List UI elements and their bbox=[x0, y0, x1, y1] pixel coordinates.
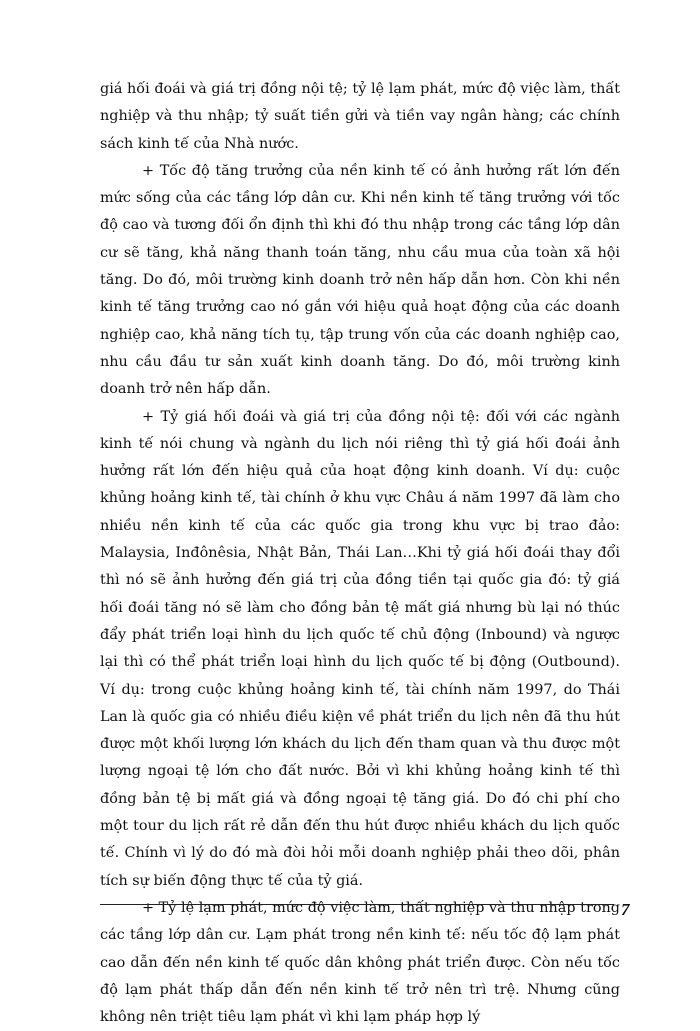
paragraph-continuation: giá hối đoái và giá trị đồng nội tệ; tỷ lệ lạm phát, mức độ việc làm, thất nghiệp và thu nhập; tỷ suất tiền gửi và tiền vay ngân hàng; các chính sách kinh tế của Nhà nước. bbox=[100, 81, 620, 152]
paragraph-inflation: + Tỷ lệ lạm phát, mức độ việc làm, thất nghiệp và thu nhập trong các tầng lớp dân cư. Lạm phát trong nền kinh tế: nếu tốc độ lạm phát cao dẫn đến nền kinh tế quốc dân không phát triển được. Còn nếu tốc độ lạm phát thấp dẫn đến nền kinh tế trở nên trì trệ. Nhưng cũng không nên triệt tiêu lạm phát vì khi lạm pháp hợp lý bbox=[100, 899, 620, 1026]
paragraph-growth-rate: + Tốc độ tăng trưởng của nền kinh tế có ảnh hưởng rất lớn đến mức sống của các tầng lớp dân cư. Khi nền kinh tế tăng trưởng với tốc độ cao và tương đối ổn định thì khi đó thu nhập trong các tầng lớp dân cư sẽ tăng, khả năng thanh toán tăng, nhu cầu mua của toàn xã hội tăng. Do đó, môi trường kinh doanh trở nên hấp dẫn hơn. Còn khi nền kinh tế tăng trưởng cao nó gắn với hiệu quả hoạt động của các doanh nghiệp cao, khả năng tích tụ, tập trung vốn của các doanh nghiệp cao, nhu cầu đầu tư sản xuất kinh doanh tăng. Do đó, môi trường kinh doanh trở nên hấp dẫn. bbox=[100, 162, 620, 398]
paragraph-exchange-rate: + Tỷ giá hối đoái và giá trị của đồng nội tệ: đối với các ngành kinh tế nói chung và ngành du lịch nói riêng thì tỷ giá hối đoái ảnh hưởng rất lớn đến hiệu quả của hoạt động kinh doanh. Ví dụ: cuộc khủng hoảng kinh tế, tài chính ở khu vực Châu á năm 1997 đã làm cho nhiều nền kinh tế của các quốc gia trong khu vực bị trao đảo: Malaysia, Inđônêsia, Nhật Bản, Thái Lan…Khi tỷ giá hối đoái thay đổi thì nó sẽ ảnh hưởng đến giá trị của đồng tiền tại quốc gia đó: tỷ giá hối đoái tăng nó sẽ làm cho đồng bản tệ mất giá nhưng bù lại nó thúc đẩy phát triển loại hình du lịch quốc tế chủ động (Inbound) và ngược lại thì có thể phát triển loại hình du lịch quốc tế bị động (Outbound). Ví dụ: trong cuộc khủng hoảng kinh tế, tài chính năm 1997, do Thái Lan là quốc gia có nhiều điều kiện về phát triển du lịch nên đã thu hút được một khối lượng lớn khách du lịch đến tham quan và thu được một lượng ngoại tệ lớn cho đất nước. Bởi vì khi khủng hoảng kinh tế thì đồng bản tệ bị mất giá và đồng ngoại tệ tăng giá. Do đó chi phí cho một tour du lịch rất rẻ dẫn đến thu hút được nhiều khách du lịch quốc tế. Chính vì lý do đó mà đòi hỏi mỗi doanh nghiệp phải theo dõi, phân tích sự biến động thực tế của tỷ giá. bbox=[100, 408, 620, 889]
footer-divider bbox=[100, 904, 614, 905]
document-body bbox=[100, 76, 620, 1031]
page-number: 7 bbox=[621, 900, 630, 919]
